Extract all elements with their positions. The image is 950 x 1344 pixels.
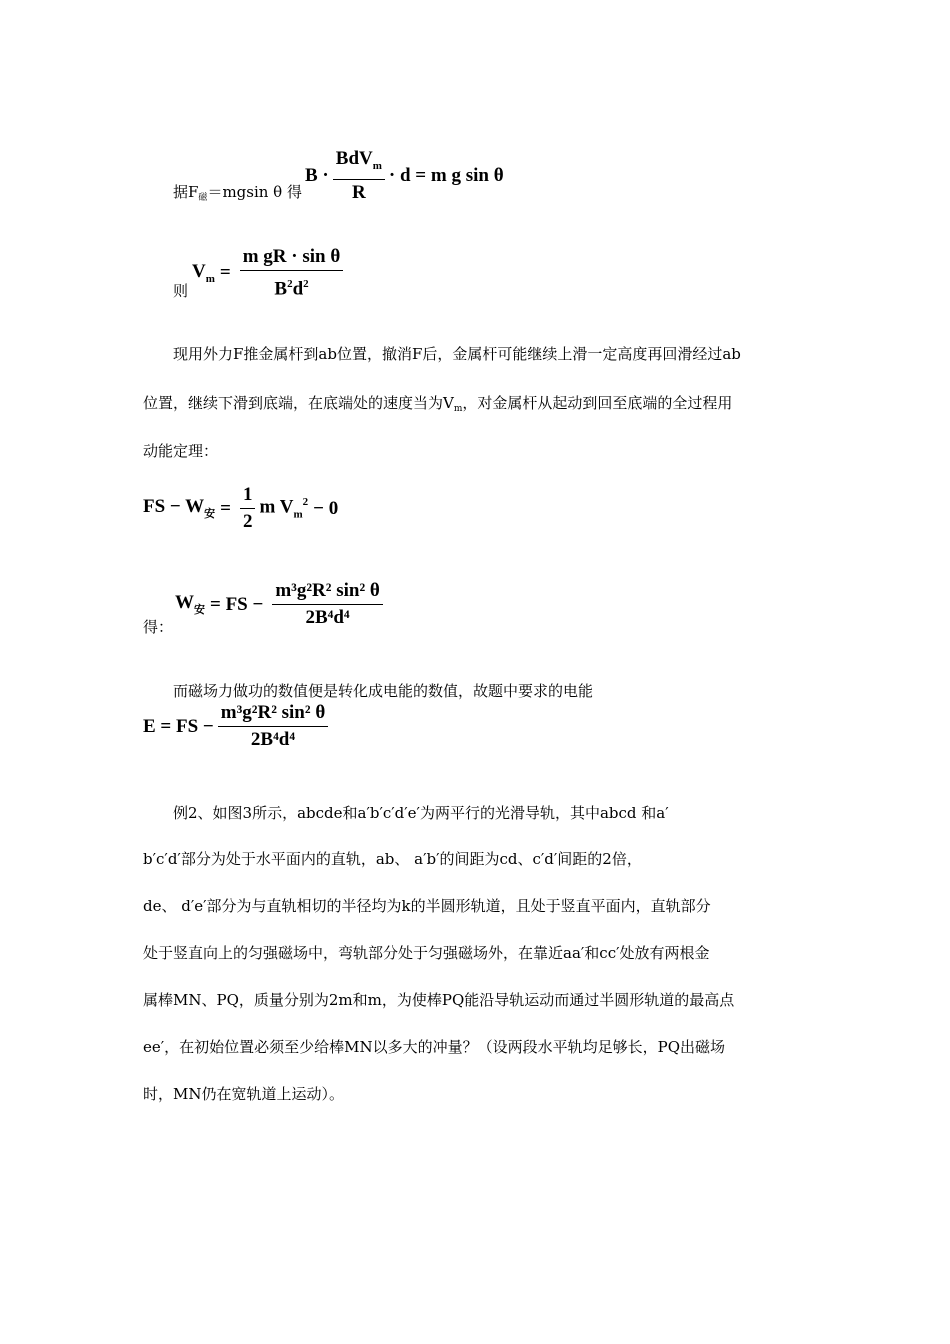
- equation-5: [143, 702, 332, 751]
- equation-1: [305, 148, 504, 204]
- equation-3: [143, 484, 343, 533]
- paragraph-3-line-5: 属棒MN、PQ，质量分别为2m和m，为使棒PQ能沿导轨运动而通过半圆形轨道的最高点: [143, 991, 735, 1009]
- text-fragment: 据F: [173, 183, 199, 201]
- text-fragment: ，对金属杆从起动到回至底端的全过程用: [462, 394, 733, 412]
- eq-term: FS − W: [143, 496, 205, 517]
- fraction: [272, 580, 383, 629]
- equation-2: [192, 246, 347, 300]
- paragraph-2: 而磁场力做功的数值便是转化成电能的数值，故题中要求的电能: [173, 682, 594, 700]
- paragraph-1-line-2: [143, 393, 732, 419]
- numerator: 1: [240, 484, 256, 509]
- paragraph-1-line-1: 现用外力F推金属杆到ab位置，撤消F后，金属杆可能继续上滑一定高度再回滑经过ab: [173, 345, 741, 363]
- fraction: [240, 246, 344, 300]
- eq-term: BdV: [335, 148, 373, 169]
- eq-term: B: [274, 278, 288, 300]
- subscript: 安: [204, 508, 216, 520]
- paragraph-3-line-7: 时，MN仍在宽轨道上运动）。: [143, 1085, 344, 1103]
- fraction: [333, 148, 385, 204]
- eq-term: · d = m g sin θ: [388, 165, 504, 186]
- eq-term: [143, 496, 215, 521]
- equation-4: [175, 580, 387, 629]
- equals-sign: =: [220, 497, 231, 519]
- numerator: m³g²R² sin² θ: [218, 702, 329, 727]
- text-fragment: 位置，继续下滑到底端，在底端处的速度当为V: [143, 394, 454, 412]
- paragraph-3-line-4: 处于竖直向上的匀强磁场中，弯轨部分处于匀强磁场外，在靠近aa′和cc′处放有两根金: [143, 944, 710, 962]
- superscript: 2: [303, 278, 309, 290]
- subscript: m: [205, 273, 215, 286]
- superscript: 2: [302, 496, 309, 509]
- numerator: m³g²R² sin² θ: [272, 580, 383, 605]
- denominator: 2B⁴d⁴: [305, 607, 350, 628]
- paragraph-1-line-3: 动能定理：: [143, 442, 219, 460]
- denominator: [271, 271, 311, 300]
- fraction: [240, 484, 256, 533]
- superscript: 2: [287, 278, 293, 290]
- eq-term: d: [292, 278, 304, 300]
- paragraph-3-line-6: ee′，在初始位置必须至少给棒MN以多大的冲量？（设两段水平轨均足够长，PQ出磁场: [143, 1038, 726, 1056]
- eq-term: [175, 592, 205, 617]
- subscript: 磁: [198, 193, 208, 203]
- text-line-1: [173, 182, 302, 208]
- numerator: [333, 148, 385, 180]
- paragraph-3-line-1: 例2、如图3所示，abcde和a′b′c′d′e′为两平行的光滑导轨，其中abcd 和a′: [173, 804, 669, 822]
- eq-term: m V: [259, 496, 294, 518]
- subscript: m: [293, 508, 303, 521]
- denominator: 2: [242, 511, 253, 532]
- numerator: m gR · sin θ: [240, 246, 344, 271]
- paragraph-3-line-3: de、 d′e′部分为与直轨相切的半径均为k的半圆形轨道，且处于竖直平面内，直轨部分: [143, 897, 711, 915]
- eq-term: − 0: [313, 497, 339, 519]
- eq-term: = FS −: [210, 593, 264, 615]
- fraction: [218, 702, 329, 751]
- eq-term: B ·: [305, 165, 329, 186]
- equals-sign: =: [219, 262, 231, 284]
- eq-term: V: [192, 261, 206, 283]
- eq-term: [192, 261, 215, 285]
- denominator: 2B⁴d⁴: [250, 729, 296, 750]
- subscript: 安: [194, 604, 205, 616]
- paragraph-3-line-2: b′c′d′部分为处于水平面内的直轨，ab、 a′b′的间距为cd、c′d′间距的2倍，: [143, 850, 642, 868]
- subscript: m: [372, 160, 382, 172]
- eq-term: [259, 496, 308, 520]
- eq-term: E = FS −: [143, 715, 214, 737]
- text-fragment: ＝mgsin θ 得: [207, 183, 302, 201]
- text-line-2: 则: [173, 282, 189, 300]
- subscript: m: [453, 404, 463, 414]
- eq-term: W: [175, 592, 194, 613]
- text-line-3: 得：: [143, 618, 174, 636]
- denominator: R: [351, 182, 366, 203]
